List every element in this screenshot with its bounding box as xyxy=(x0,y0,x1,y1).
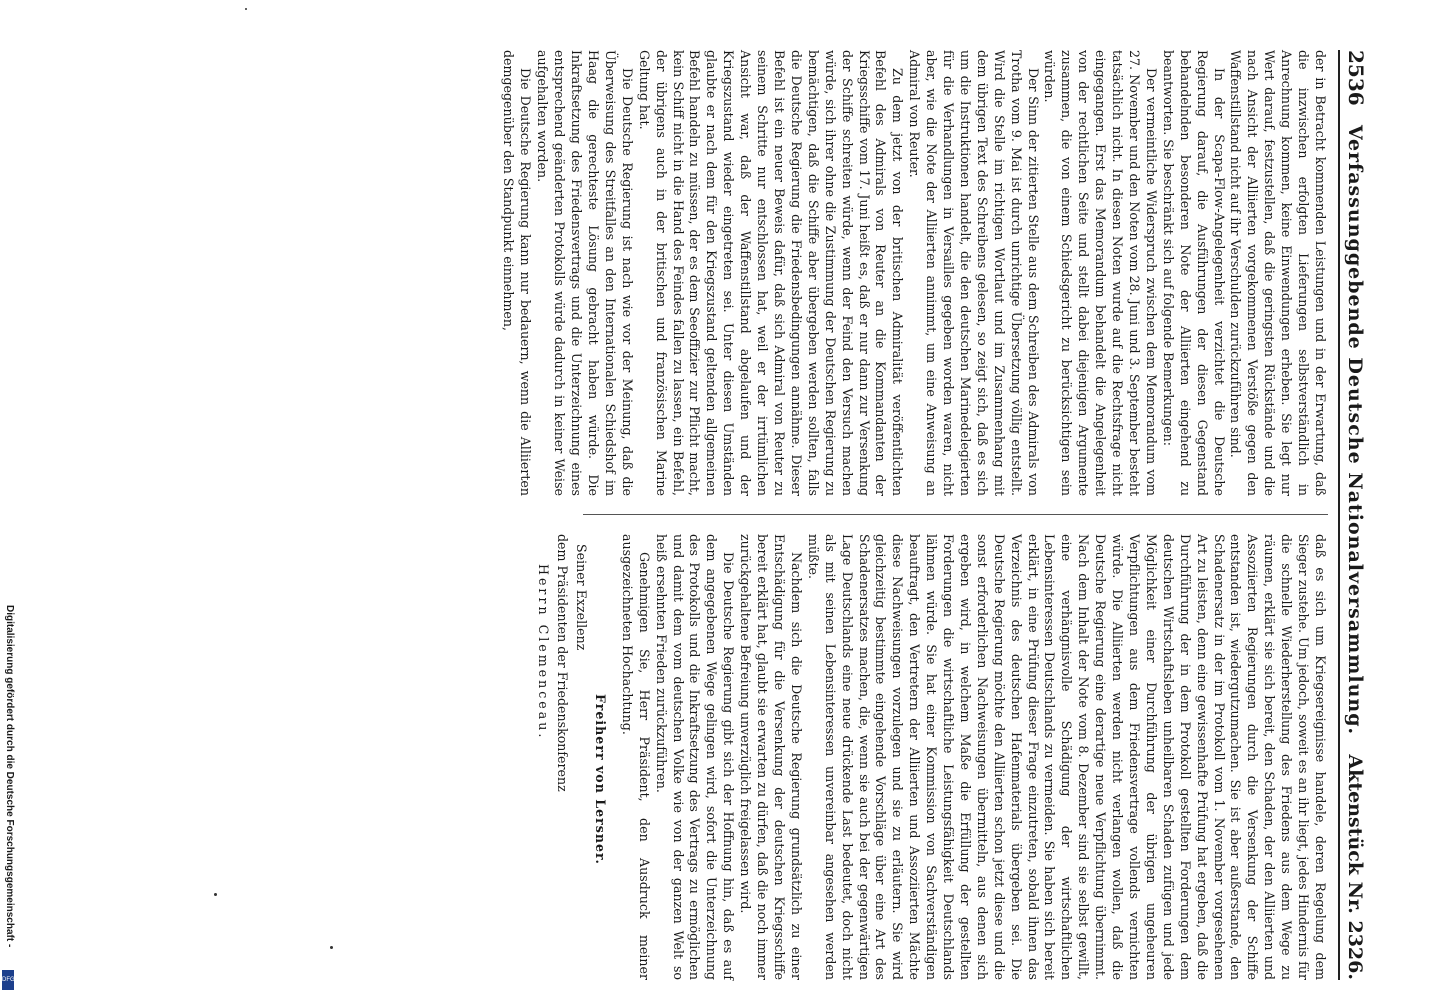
paragraph: Die Deutsche Regierung gibt sich der Hoffnung hin, daß es auf dem angegebenen Wege gelingen wird, sofort die Unterzeichnung des Protokolls und die Inkraftsetzung des Vertrags zu ermöglichen und damit dem vom deutschen Volke wie von der ganzen Welt so heiß ersehnten Frieden zurückzuführen. xyxy=(653,534,737,980)
column-divider xyxy=(583,514,1328,515)
scan-speck xyxy=(330,946,333,949)
page-number: 2536 xyxy=(1344,50,1368,106)
paragraph: Die Deutsche Regierung kann nur bedauern, wenn die Alliierten demgegenüber den Standpunkt einnehmen, xyxy=(501,50,534,496)
paragraph: Der Sinn der zitierten Stelle aus dem Schreiben des Admirals von Trotha vom 9. Mai ist durch unrichtige Übersetzung völlig entstellt. Wird die Stelle im richtigen Wortlaut und im Zusammenhang mit dem übrigen Text des Schreibens gelesen, so zeigt sich, daß es sich um die Instruktionen handelt, die den deutschen Marinedelegierten für die Verhandlungen in Versailles gegeben worden waren, nicht aber, wie die Note der Alliierten annimmt, um eine Anweisung an Admiral von Reuter. xyxy=(907,50,1041,496)
paragraph: Nachdem sich die Deutsche Regierung grundsätzlich zu einer Entschädigung für die Versenkung der deutschen Kriegsschiffe bereit erklärt hat, glaubt sie erwarten zu dürfen, daß die noch immer zurückgehaltene Befreiung unverzüglich freigelassen wird. xyxy=(738,534,804,980)
addressee-line: dem Präsidenten der Friedenskonferenz xyxy=(554,534,570,792)
dfg-logo-icon: DFG xyxy=(2,970,14,990)
page-header xyxy=(1338,50,1380,980)
digitization-note xyxy=(1,605,17,995)
paragraph: der in Betracht kommenden Leistungen und in der Erwartung, daß die inzwischen erfolgten Lieferungen selbstverständlich in Anrechnung kommen, keine Einwendungen erheben. Sie legt nur Wert darauf, festzustellen, daß die geringsten Rückstände und die nach Ansicht der Alliierten vorgekommenen Verstöße gegen den Waffenstillstand nicht auf ihr Verschulden zurückzuführen sind. xyxy=(1228,50,1328,496)
closing-line: Genehmigen Sie, Herr Präsident, den Ausdruck meiner ausgezeichneten Hochachtung. xyxy=(619,534,652,980)
signature: Freiherr von Lersner. xyxy=(592,694,608,865)
paragraph: Der vermeintliche Widerspruch zwischen dem Memorandum vom 27. November und den Noten vom 28. Juni und 3. September besteht tatsächlich nicht. In diesen Noten wurde auf die Rechtsfrage nicht eingegangen. Erst das Memorandum behandelt die Angelegenheit von der rechtlichen Seite und stellt dabei diejenigen Argumente zusammen, die von einem Schiedsgericht zu berücksichtigen sein würden. xyxy=(1042,50,1159,496)
scan-speck xyxy=(245,8,247,10)
paragraph: Die Deutsche Regierung ist nach wie vor der Meinung, daß die Überweisung des Streitfalles an den Internationalen Schiedshof im Haag die gerechteste Lösung gebracht haben würde. Die Inkraftsetzung des Friedensvertrags und die Unterzeichnung eines entsprechend geänderten Protokolls würde dadurch in keiner Weise aufgehalten worden. xyxy=(535,50,635,496)
page-title: Verfassunggebende Deutsche Nationalversammlung. xyxy=(1344,124,1366,736)
rotated-content xyxy=(305,50,1380,980)
paragraph: In der Scapa-Flow-Angelegenheit verzichtet die Deutsche Regierung darauf, die Ausführungen der diesen Gegenstand behandelnden besonderen Note der Alliierten eingehend zu beantworten. Sie beschränkt sich auf folgende Bemerkungen: xyxy=(1160,50,1227,496)
digitization-note-text: Digitalisierung gefördert durch die Deutsche Forschungsgemeinschaft - xyxy=(4,605,15,948)
left-column xyxy=(500,50,1328,496)
addressee-line: Herrn Clemenceau. xyxy=(535,564,551,741)
document-number: Aktenstück Nr. 2326. xyxy=(1344,754,1366,980)
addressee-line: Seiner Exzellenz xyxy=(573,544,589,651)
paragraph: daß es sich um Kriegsereignisse handele, deren Regelung dem Sieger zustehe. Um jedoch, soweit es an ihr liegt, jedes Hindernis für die schnelle Wiederherstellung des Friedens aus dem Wege zu räumen, erklärt sie sich bereit, den Schaden, der den Alliierten und Assoziierten Regierungen durch die Versenkung der Schiffe entstanden ist, wiedergutzumachen. Sie ist aber außerstande, den Schadenersatz in der im Protokoll vom 1. November vorgesehenen Art zu leisten, denn eine gewissenhafte Prüfung hat ergeben, daß die Durchführung der in dem Protokoll gestellten Forderungen dem deutschen Wirtschaftsleben unheilbaren Schaden zufügen und jede Möglichkeit einer Durchführung der übrigen ungeheuren Verpflichtungen aus dem Friedensvertrage vollends vernichten würde. Die Alliierten werden nicht verlangen wollen, daß die Deutsche Regierung eine derartige neue Verpflichtung übernimmt. Nach dem Inhalt der Note vom 8. Dezember sind sie selbst gewillt, eine verhängnisvolle Schädigung der wirtschaftlichen Lebensinteressen Deutschlands zu vermeiden. Sie haben sich bereit erklärt, in eine Prüfung dieser Frage einzutreten, sobald ihnen das Verzeichnis des deutschen Hafenmaterials übergeben sei. Die Deutsche Regierung möchte den Alliierten schon jetzt diese und die sonst erforderlichen Nachweisungen übermitteln, aus denen sich ergeben wird, in welchem Maße die Erfüllung der gestellten Forderungen die wirtschaftliche Leistungsfähigkeit Deutschlands lähmen würde. Sie hat einer Kommission von Sachverständigen beauftragt, den Vertretern der Alliierten und Assoziierten Mächte diese Nachweisungen vorzulegen und sie zu erläutern. Sie wird gleichzeitig bestimmte eingehende Vorschläge über eine Art des Schadenersatzes machen, die, wenn sie auch bei der gegenwärtigen Lage Deutschlands eine neue drückende Last bedeutet, doch nicht als mit seinen Lebensinteressen unvereinbar angesehen werden müßte. xyxy=(805,534,1328,980)
paragraph: Zu dem jetzt von der britischen Admiralität veröffentlichten Befehl des Admirals von Reuter an die Kommandanten der Kriegsschiffe vom 17. Juni heißt es, daß er nur dann zur Versenkung der Schiffe schreiten würde, wenn der Feind den Versuch machen würde, sich ihrer ohne die Zustimmung der Deutschen Regierung zu bemächtigen, daß die Schiffe aber übergeben werden sollten, falls die Deutsche Regierung die Friedensbedingungen annähme. Dieser Befehl ist ein neuer Beweis dafür, daß sich Admiral von Reuter zu seinem Schritte nur entschlossen hat, weil er der irrtümlichen Ansicht war, daß der Waffenstillstand abgelaufen und der Kriegszustand wieder eingetreten sei. Unter diesen Umständen glaubte er nach dem für den Kriegszustand geltenden allgemeinen Befehl handeln zu müssen, der es dem Seeoffizier zur Pflicht macht, kein Schiff nicht in die Hand des Feindes fallen zu lassen, ein Befehl, der übrigens auch in der britischen und französischen Marine Geltung hat. xyxy=(636,50,906,496)
signature-block xyxy=(534,534,610,980)
right-column xyxy=(534,534,1328,980)
scan-speck xyxy=(214,893,217,896)
